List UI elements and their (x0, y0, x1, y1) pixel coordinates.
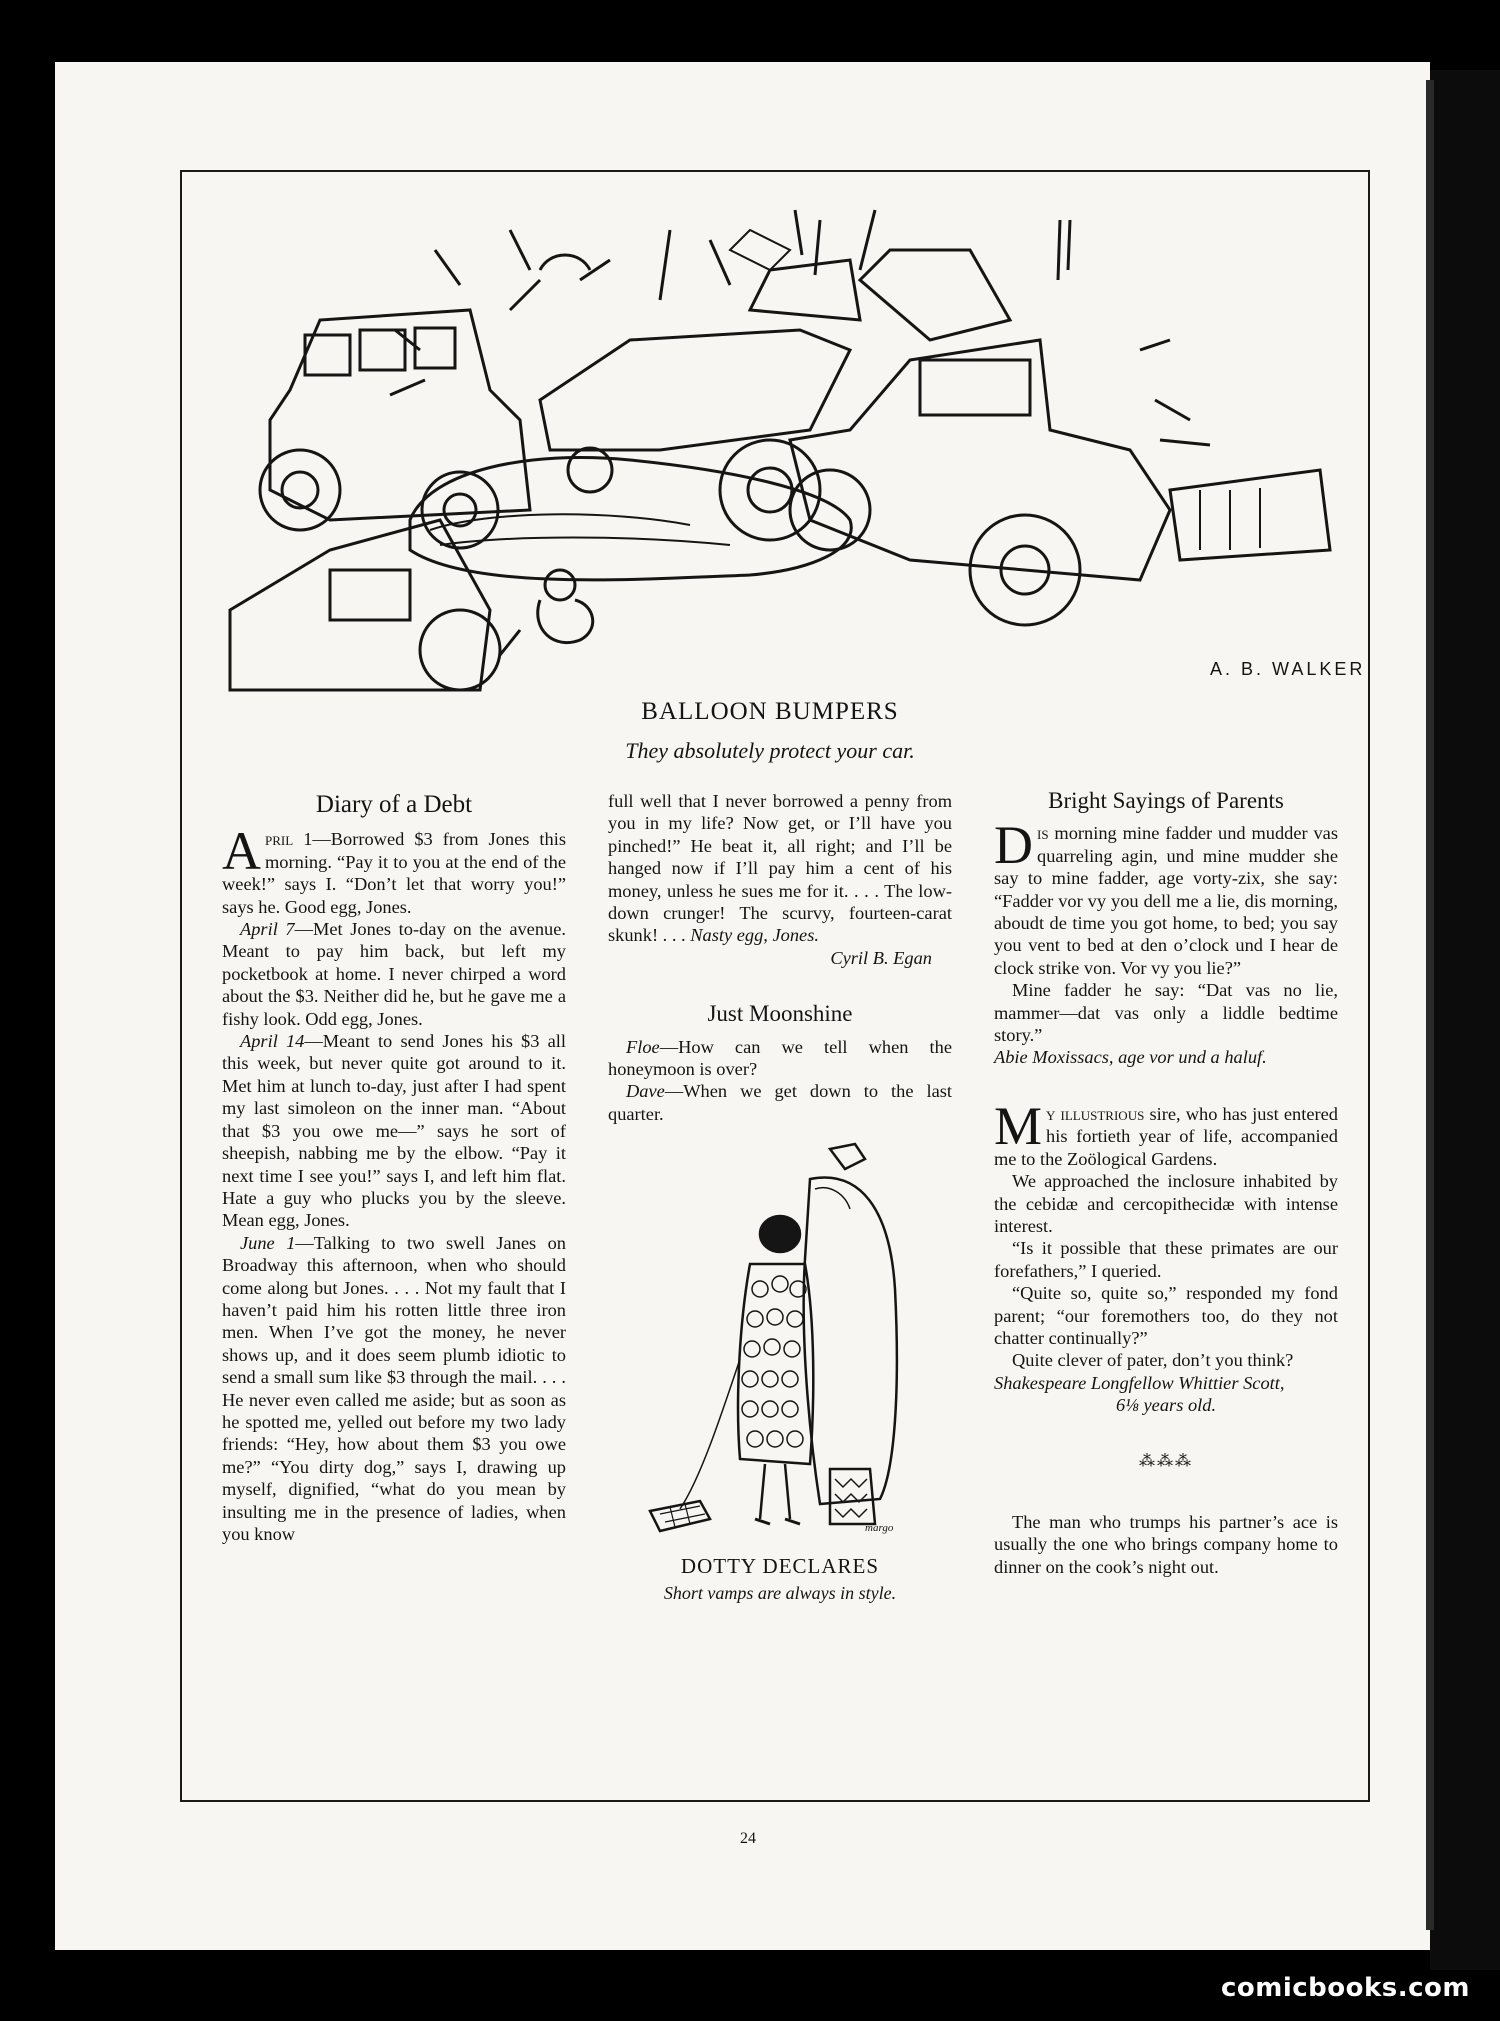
cartoon-signature: A. B. WALKER (1210, 659, 1366, 679)
moonshine-line-1 (608, 1036, 952, 1081)
entry-4-text: —Talking to two swell Janes on Broadway this afternoon, when who should come along but Jones. . . . Not my fault that I haven’t paid him his rotten little three iron men. When I’ve got the money, he never shows up, and it does seem plumb idiotic to send a small sum like $3 through the mail. . . . He never even called me aside; but as soon as he spotted me, yelled out before my two lady friends: “Hey, how about them $3 you owe me?” “You dirty dog,” says I, drawing up myself, dignified, “what do you mean by insulting me in the presence of ladies, when you know (222, 1232, 566, 1544)
zoo-para-1-text: sire, who has just entered his fortieth year of life, accompanied me to the Zoölogical Gardens. (994, 1103, 1338, 1169)
continuation-end: Nasty egg, Jones. (690, 925, 819, 946)
column-3 (994, 790, 1338, 1578)
diary-entry-1 (222, 821, 566, 918)
line-2-text: —When we get down to the last quarter. (608, 1081, 952, 1124)
speaker-dave: Dave (626, 1081, 665, 1102)
zoo-author-age: 6⅛ years old. (1115, 1395, 1217, 1416)
diary-entry-2 (222, 918, 566, 1030)
page-gutter-shadow (1426, 80, 1434, 1930)
zoo-para-1 (994, 1095, 1338, 1170)
entry-4-date: June 1 (240, 1232, 296, 1253)
dotty-caption: Short vamps are always in style. (663, 1582, 897, 1603)
balloon-bumpers-cartoon (210, 190, 1366, 690)
continuation-text: full well that I never borrowed a penny from you in my life? Now get, or I’ll have you pinched!” He beat it, all right; and I’ll be hanged now if I’ll pay him a cent of his money, unless he sues me for it. . . . The low-down crunger! The scurvy, fourteen-carat skunk! . . . (608, 791, 952, 946)
drop-cap-a: A (222, 821, 261, 882)
entry-1-smallcaps: pril (265, 829, 294, 850)
column-2 (608, 790, 952, 1604)
para-1-smallcaps: is (1037, 823, 1049, 844)
line-1-text: —How can we tell when the honeymoon is over? (608, 1036, 952, 1080)
final-joke: The man who trumps his partner’s ace is usually the one who brings company home to dinner on the cook’s night out. (994, 1511, 1338, 1577)
para-1-text: morning mine fadder und mudder vas quarreling agin, und mine mudder she say to mine fadder, age vorty-zix, she say: “Fadder vor vy you dell me a lie, dis morning, aboudt de time you got home, to bed; you say you vent to bed at den o’clock und I hear de clock strike von. Vor vy you lie?” (994, 823, 1338, 978)
zoo-para-4: “Quite so, quite so,” responded my fond parent; “our foremothers too, do they not chatter continually?” (994, 1283, 1338, 1348)
zoo-author: Shakespeare Longfellow Whittier Scott, (994, 1372, 1285, 1393)
zoo-smallcaps: y illustrious (1046, 1103, 1145, 1124)
diary-continuation (608, 790, 952, 947)
moonshine-title: Just Moonshine (707, 1001, 853, 1027)
moonshine-line-2 (608, 1080, 952, 1125)
dotty-declares-illustration (630, 1139, 930, 1549)
speaker-floe: Floe (626, 1036, 660, 1057)
ornament-divider: ⁂⁂⁂ (1139, 1452, 1193, 1470)
cartoon-title: BALLOON BUMPERS (641, 698, 899, 725)
entry-3-date: April 14 (240, 1031, 305, 1052)
bright-para-1 (994, 815, 1338, 979)
source-watermark: comicbooks.com (1220, 1973, 1470, 2003)
page-number: 24 (740, 1830, 756, 1847)
diary-entry-4 (222, 1232, 566, 1546)
zoo-para-2: We approached the inclosure inhabited by the cebidæ and cercopithecidæ with intense interest. (994, 1171, 1338, 1236)
adjacent-page-edge (1430, 70, 1500, 1970)
entry-3-text: —Meant to send Jones his $3 all this week, but never quite got around to it. Met him at lunch to-day, just after I had spent my last simoleon on the inner man. “About that $3 you owe me—” says he sort of sheepish, nabbing me by the elbow. “Pay it next time I see you!” says I, and left him flat. Hate a guy who plucks you by the sleeve. Mean egg, Jones. (222, 1031, 567, 1231)
diary-title: Diary of a Debt (315, 791, 473, 818)
entry-2-date: April 7 (240, 919, 295, 940)
diary-author: Cyril B. Egan (830, 947, 932, 968)
zoo-para-3: “Is it possible that these primates are our forefathers,” I queried. (994, 1238, 1338, 1281)
dotty-title: DOTTY DECLARES (680, 1554, 880, 1579)
cartoon-caption: They absolutely protect your car. (625, 738, 915, 763)
column-1 (222, 790, 566, 1545)
diary-entry-3 (222, 1030, 566, 1232)
bright-author-1: Abie Moxissacs, age vor und a haluf. (994, 1047, 1267, 1068)
entry-1-text: 1—Borrowed $3 from Jones this morning. “Pay it to you at the end of the week!” says I. “Don’t let that worry you!” says he. Good egg, Jones. (222, 829, 566, 917)
bright-para-2: Mine fadder he say: “Dat vas no lie, mammer—dat vas only a liddle bedtime story.” (994, 980, 1338, 1046)
zoo-para-5: Quite clever of pater, don’t you think? (1012, 1350, 1294, 1371)
artist-signature: margo (865, 1522, 894, 1535)
drop-cap-m: M (994, 1095, 1043, 1156)
bright-sayings-title: Bright Sayings of Parents (1048, 788, 1284, 813)
drop-cap-d: D (994, 815, 1033, 876)
entry-2-text: —Met Jones to-day on the avenue. Meant to pay him back, but left my pocketbook at home. I never chirped a word about the $3. Neither did he, but he gave me a fishy look. Odd egg, Jones. (222, 919, 566, 1029)
